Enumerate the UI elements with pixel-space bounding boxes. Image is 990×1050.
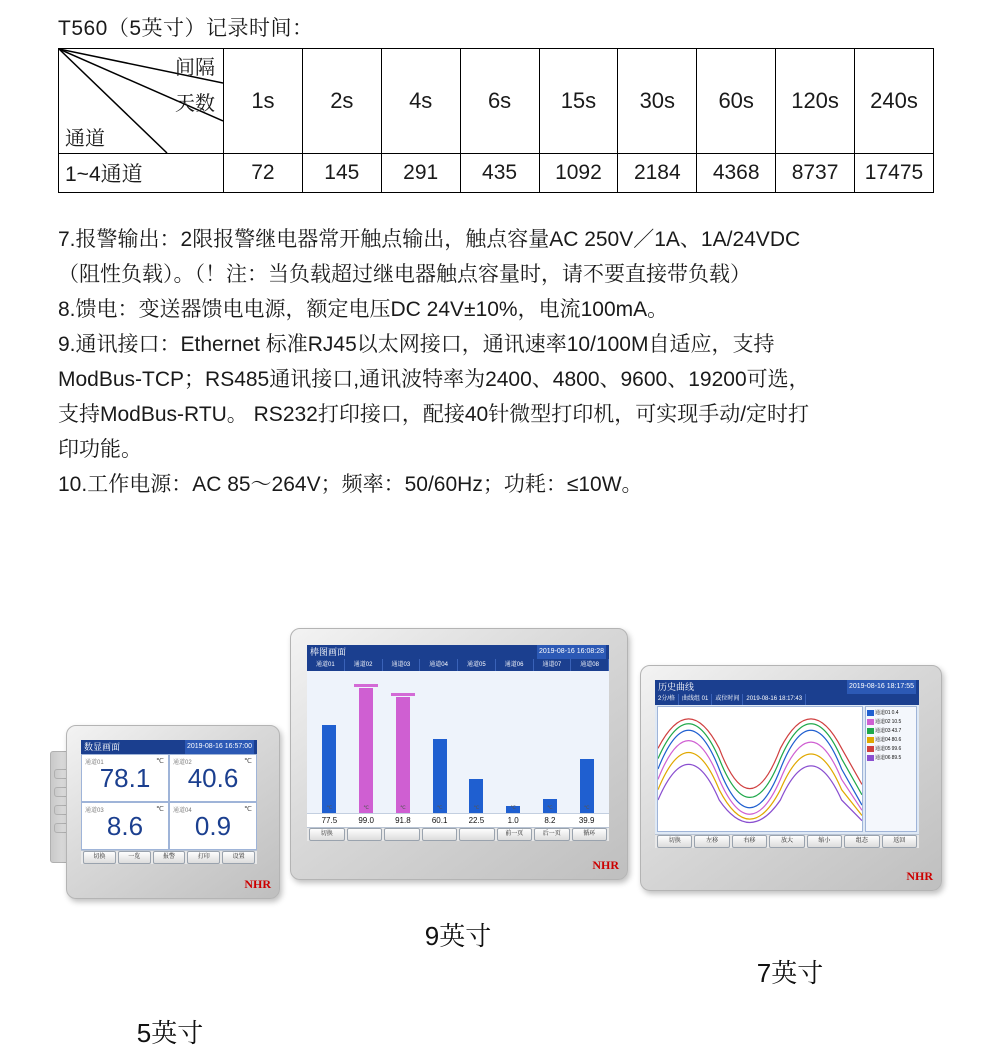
softkey-button[interactable]: 切换	[83, 851, 116, 864]
trend-tab[interactable]: 2019-08-16 18:17:43	[743, 694, 806, 705]
spec-line: ModBus-TCP；RS485通讯接口,通讯波特率为2400、4800、9600、19200可选，	[58, 368, 810, 391]
bar-column	[348, 671, 385, 813]
bar-value: 77.5	[321, 816, 338, 825]
bar-column	[495, 671, 532, 813]
legend-item	[867, 753, 915, 762]
unit-label: ℃	[363, 805, 369, 811]
table-col-header: 6s	[460, 49, 539, 154]
device-caption-7inch: 7英寸	[756, 958, 824, 988]
unit-label: ℃	[156, 758, 164, 765]
channel-value: 8.6	[106, 810, 144, 841]
bar-value: 99.0	[358, 816, 374, 825]
corner-label-channel: 通道	[65, 128, 105, 150]
digital-cell[interactable]	[81, 802, 169, 850]
table-col-header: 2s	[302, 49, 381, 154]
corner-label-days: 天数	[175, 93, 215, 115]
digital-cell[interactable]	[81, 754, 169, 802]
legend-value: 99.6	[891, 745, 902, 752]
bar-value: 39.9	[578, 816, 595, 825]
bar-value: 22.5	[468, 816, 485, 825]
channel-tab[interactable]: 通道01	[307, 659, 345, 671]
channel-value: 0.9	[194, 810, 232, 841]
unit-label: ℃	[583, 805, 590, 811]
unit-label: ℃	[400, 805, 406, 811]
record-time-table	[58, 48, 934, 193]
device-7inch	[640, 665, 960, 988]
legend-item	[867, 726, 915, 735]
softkey-button[interactable]	[422, 828, 458, 841]
legend-color-swatch-icon	[867, 728, 874, 734]
bar-unit-row	[307, 805, 609, 813]
legend-color-swatch-icon	[867, 719, 874, 725]
screen-softkey-bar	[307, 827, 609, 841]
softkey-button[interactable]: 前一页	[497, 828, 533, 841]
table-col-header: 1s	[224, 49, 303, 154]
corner-label-interval: 间隔	[175, 57, 215, 79]
table-cell: 2184	[618, 154, 697, 193]
spec-line: 8.馈电：变送器馈电电源，额定电压DC 24V±10%，电流100mA。	[58, 298, 669, 321]
channel-tab[interactable]: 通道05	[458, 659, 496, 671]
bar-value-row	[307, 813, 609, 827]
table-cell: 72	[224, 154, 303, 193]
unit-label: ℃	[547, 805, 553, 811]
legend-label: 通道06	[875, 755, 891, 761]
spec-line: 印功能。	[58, 438, 142, 461]
legend-item	[867, 708, 915, 717]
table-col-header: 240s	[855, 49, 934, 154]
channel-tab-bar	[307, 659, 609, 671]
screen-title-bar	[81, 740, 257, 754]
table-cell: 435	[460, 154, 539, 193]
screen-title-text: 棒图画面	[310, 647, 347, 657]
legend-value: 10.5	[891, 718, 902, 725]
specification-text	[58, 222, 958, 502]
unit-label: ℃	[244, 806, 252, 813]
table-header-row	[59, 49, 934, 154]
screen-title-bar	[307, 645, 609, 659]
table-col-header: 120s	[776, 49, 855, 154]
bar-value: 8.2	[544, 816, 556, 825]
screen-softkey-bar	[655, 834, 919, 848]
channel-tag: 通道02	[173, 760, 192, 766]
softkey-button[interactable]: 右移	[732, 835, 767, 848]
screen-timestamp: 2019-08-16 16:08:28	[537, 645, 606, 659]
table-cell: 145	[302, 154, 381, 193]
brand-logo: NHR	[244, 877, 271, 891]
table-cell: 17475	[855, 154, 934, 193]
device-5inch	[50, 725, 290, 1048]
bar-column	[385, 671, 422, 813]
unit-label: ℃	[244, 758, 252, 765]
table-row-header: 1~4通道	[59, 154, 224, 193]
softkey-button[interactable]: 循环	[572, 828, 608, 841]
bar-column	[568, 671, 605, 813]
spec-line: （阻性负载）。（！注：当负载超过继电器触点容量时，请不要直接带负载）	[58, 263, 751, 286]
table-row	[59, 154, 934, 193]
table-col-header: 60s	[697, 49, 776, 154]
legend-value: 89.5	[891, 754, 902, 761]
digital-display-grid	[81, 754, 257, 850]
device-5inch-screen[interactable]	[81, 740, 257, 864]
legend-label: 通道03	[875, 728, 891, 734]
page-title: T560（5英寸）记录时间：	[58, 17, 314, 40]
legend-color-swatch-icon	[867, 746, 874, 752]
bar-value: 91.8	[395, 816, 411, 825]
softkey-button[interactable]: 放大	[769, 835, 804, 848]
device-caption-5inch: 5英寸	[136, 1018, 204, 1048]
legend-label: 通道01	[875, 710, 891, 716]
softkey-button[interactable]	[347, 828, 383, 841]
brand-logo: NHR	[592, 858, 619, 872]
table-cell: 291	[381, 154, 460, 193]
legend-item	[867, 735, 915, 744]
bar-column	[458, 671, 495, 813]
table-corner-cell	[59, 49, 224, 154]
trend-tab[interactable]: 或位时间	[712, 694, 743, 705]
channel-tag: 通道04	[173, 808, 192, 814]
screen-title-text: 历史曲线	[658, 682, 695, 692]
legend-color-swatch-icon	[867, 710, 874, 716]
bar-column	[311, 671, 348, 813]
device-9inch-screen[interactable]	[307, 645, 609, 841]
legend-label: 通道05	[875, 746, 891, 752]
legend-value: 0.4	[891, 709, 899, 716]
unit-label: ℃	[326, 805, 333, 811]
screen-timestamp: 2019-08-16 16:57:00	[185, 740, 254, 754]
brand-logo: NHR	[906, 869, 933, 883]
unit-label: ℃	[510, 805, 516, 811]
softkey-button[interactable]: 切换	[657, 835, 692, 848]
softkey-button[interactable]: 切换	[309, 828, 345, 841]
softkey-button[interactable]	[459, 828, 495, 841]
channel-value: 78.1	[99, 762, 151, 793]
device-9inch	[290, 628, 650, 951]
spec-line: 支持ModBus-RTU。 RS232打印接口，配接40针微型打印机，可实现手动/定时打	[58, 403, 810, 426]
screen-title-text: 数显画面	[84, 742, 121, 752]
softkey-button[interactable]: 左移	[694, 835, 729, 848]
legend-label: 通道04	[875, 737, 891, 743]
table-col-header: 15s	[539, 49, 618, 154]
softkey-button[interactable]: 设置	[222, 851, 255, 864]
spec-line: 7.报警输出：2限报警继电器常开触点输出，触点容量AC 250V／1A、1A/24VDC	[58, 228, 801, 251]
trend-tab[interactable]: 2分/格	[655, 694, 679, 705]
device-9inch-bezel	[290, 628, 628, 880]
unit-label: ℃	[436, 805, 443, 811]
screen-title-bar	[655, 680, 919, 694]
trend-legend	[865, 706, 917, 832]
table-cell: 8737	[776, 154, 855, 193]
unit-label: ℃	[473, 805, 480, 811]
bar-column	[532, 671, 569, 813]
device-5inch-bezel	[66, 725, 280, 899]
spec-line: 10.工作电源：AC 85～264V；频率：50/60Hz；功耗：≤10W。	[58, 473, 643, 496]
digital-cell[interactable]	[169, 802, 257, 850]
channel-tag: 通道01	[85, 760, 104, 766]
channel-value: 40.6	[187, 762, 239, 793]
channel-tag: 通道03	[85, 808, 104, 814]
table-col-header: 4s	[381, 49, 460, 154]
channel-tab[interactable]: 通道02	[345, 659, 383, 671]
screen-timestamp: 2019-08-16 18:17:55	[847, 680, 916, 694]
softkey-button[interactable]: 组态	[844, 835, 879, 848]
unit-label: ℃	[156, 806, 164, 813]
softkey-button[interactable]: 返回	[882, 835, 917, 848]
channel-tab[interactable]: 通道04	[420, 659, 458, 671]
device-caption-9inch: 9英寸	[424, 921, 492, 951]
softkey-button[interactable]: 缩小	[807, 835, 842, 848]
channel-tab[interactable]: 通道03	[383, 659, 421, 671]
legend-item	[867, 717, 915, 726]
legend-value: 80.6	[891, 736, 902, 743]
device-7inch-bezel	[640, 665, 942, 891]
softkey-button[interactable]: 打印	[187, 851, 220, 864]
softkey-button[interactable]: 后一页	[534, 828, 570, 841]
legend-item	[867, 744, 915, 753]
softkey-button[interactable]: 报警	[153, 851, 186, 864]
table-col-header: 30s	[618, 49, 697, 154]
screen-softkey-bar	[81, 850, 257, 864]
channel-tab[interactable]: 通道07	[534, 659, 572, 671]
trend-tab-bar	[655, 694, 919, 705]
bar-column	[421, 671, 458, 813]
trend-tab[interactable]: 曲线组 01	[679, 694, 712, 705]
trend-curves-icon	[658, 707, 862, 831]
channel-tab[interactable]: 通道08	[571, 659, 609, 671]
legend-value: 43.7	[891, 727, 902, 734]
softkey-button[interactable]: 一览	[118, 851, 151, 864]
device-photo-row	[0, 600, 990, 1048]
legend-color-swatch-icon	[867, 737, 874, 743]
digital-cell[interactable]	[169, 754, 257, 802]
legend-label: 通道02	[875, 719, 891, 725]
bar-chart-area	[307, 671, 609, 813]
softkey-button[interactable]	[384, 828, 420, 841]
table-cell: 1092	[539, 154, 618, 193]
trend-curve-plot[interactable]	[657, 706, 863, 832]
channel-tab[interactable]: 通道06	[496, 659, 534, 671]
bar-value: 1.0	[507, 816, 519, 825]
device-7inch-screen[interactable]	[655, 680, 919, 848]
legend-color-swatch-icon	[867, 755, 874, 761]
bar-value: 60.1	[431, 816, 448, 825]
spec-line: 9.通讯接口：Ethernet 标准RJ45以太网接口，通讯速率10/100M自适应，支持	[58, 333, 775, 356]
table-cell: 4368	[697, 154, 776, 193]
